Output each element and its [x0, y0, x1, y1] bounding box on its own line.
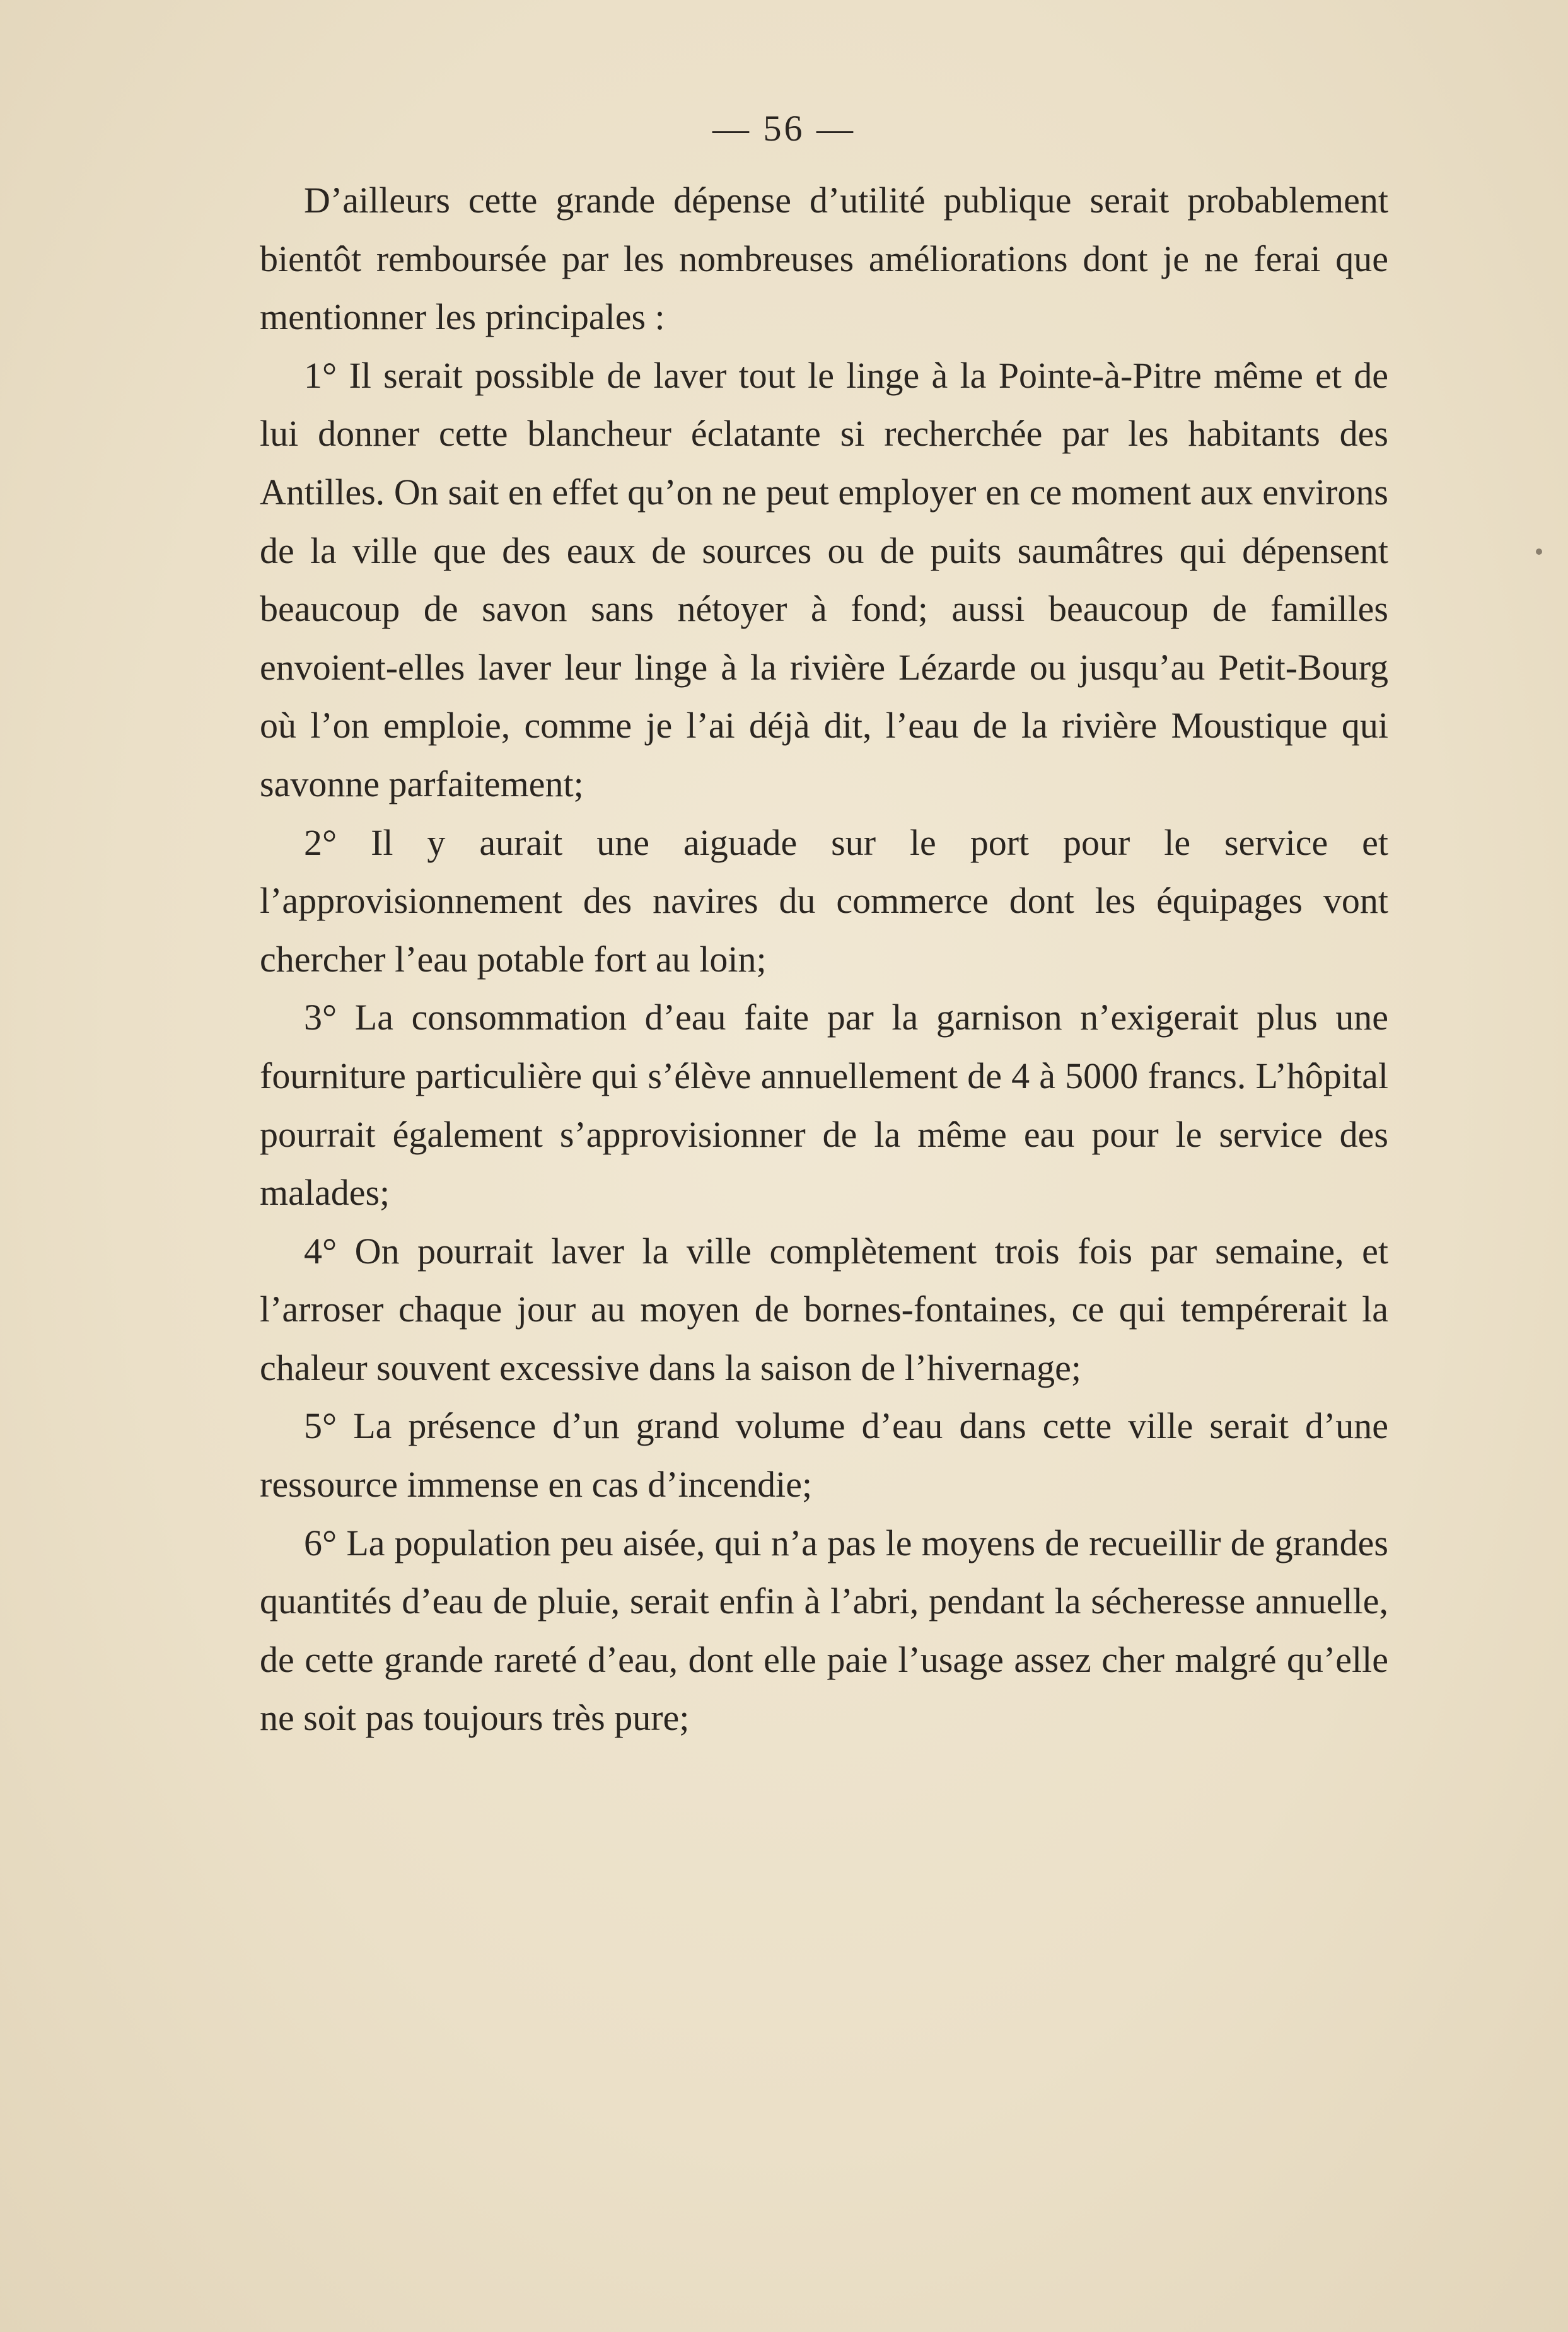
- paragraph-item-4: 4° On pourrait laver la ville complètement trois fois par semaine, et l’arroser chaque jour au moyen de bornes-fontaines, ce qui tempérerait la chaleur souvent excessive dans la saison de l’hivernage;: [260, 1230, 1388, 1388]
- body-text: [260, 171, 1388, 1748]
- paragraph-item-3: 3° La consommation d’eau faite par la garnison n’exigerait plus une fourniture particulière qui s’élève annuellement de 4 à 5000 francs. L’hôpital pourrait également s’approvisionner de la même eau pour le service des malades;: [260, 997, 1388, 1214]
- page-number: — 56 —: [712, 108, 856, 149]
- paragraph-item-5: 5° La présence d’un grand volume d’eau dans cette ville serait d’une ressource immense en cas d’incendie;: [260, 1405, 1388, 1505]
- paragraph-item-6: 6° La population peu aisée, qui n’a pas le moyens de recueillir de grandes quantités d’eau de pluie, serait enfin à l’abri, pendant la sécheresse annuelle, de cette grande rareté d’eau, dont elle paie l’usage assez cher malgré qu’elle ne soit pas toujours très pure;: [260, 1522, 1388, 1739]
- paragraph-item-2: 2° Il y aurait une aiguade sur le port pour le service et l’approvisionnement des navires du commerce dont les équipages vont chercher l’eau potable fort au loin;: [260, 821, 1388, 980]
- paragraph-item-1: 1° Il serait possible de laver tout le linge à la Pointe-à-Pitre même et de lui donner cette blancheur éclatante si recherchée par les habitants des Antilles. On sait en effet qu’on ne peut employer en ce moment aux environs de la ville que des eaux de sources ou de puits saumâtres qui dépensent beaucoup de savon sans nétoyer à fond; aussi beaucoup de familles envoient-elles laver leur linge à la rivière Lézarde ou jusqu’au Petit-Bourg où l’on emploie, comme je l’ai déjà dit, l’eau de la rivière Moustique qui savonne parfaitement;: [260, 354, 1388, 804]
- paragraph-intro: D’ailleurs cette grande dépense d’utilité publique serait probablement bientôt remboursée par les nombreuses améliorations dont je ne ferai que mentionner les principales :: [260, 180, 1388, 338]
- margin-speck: [1536, 548, 1542, 555]
